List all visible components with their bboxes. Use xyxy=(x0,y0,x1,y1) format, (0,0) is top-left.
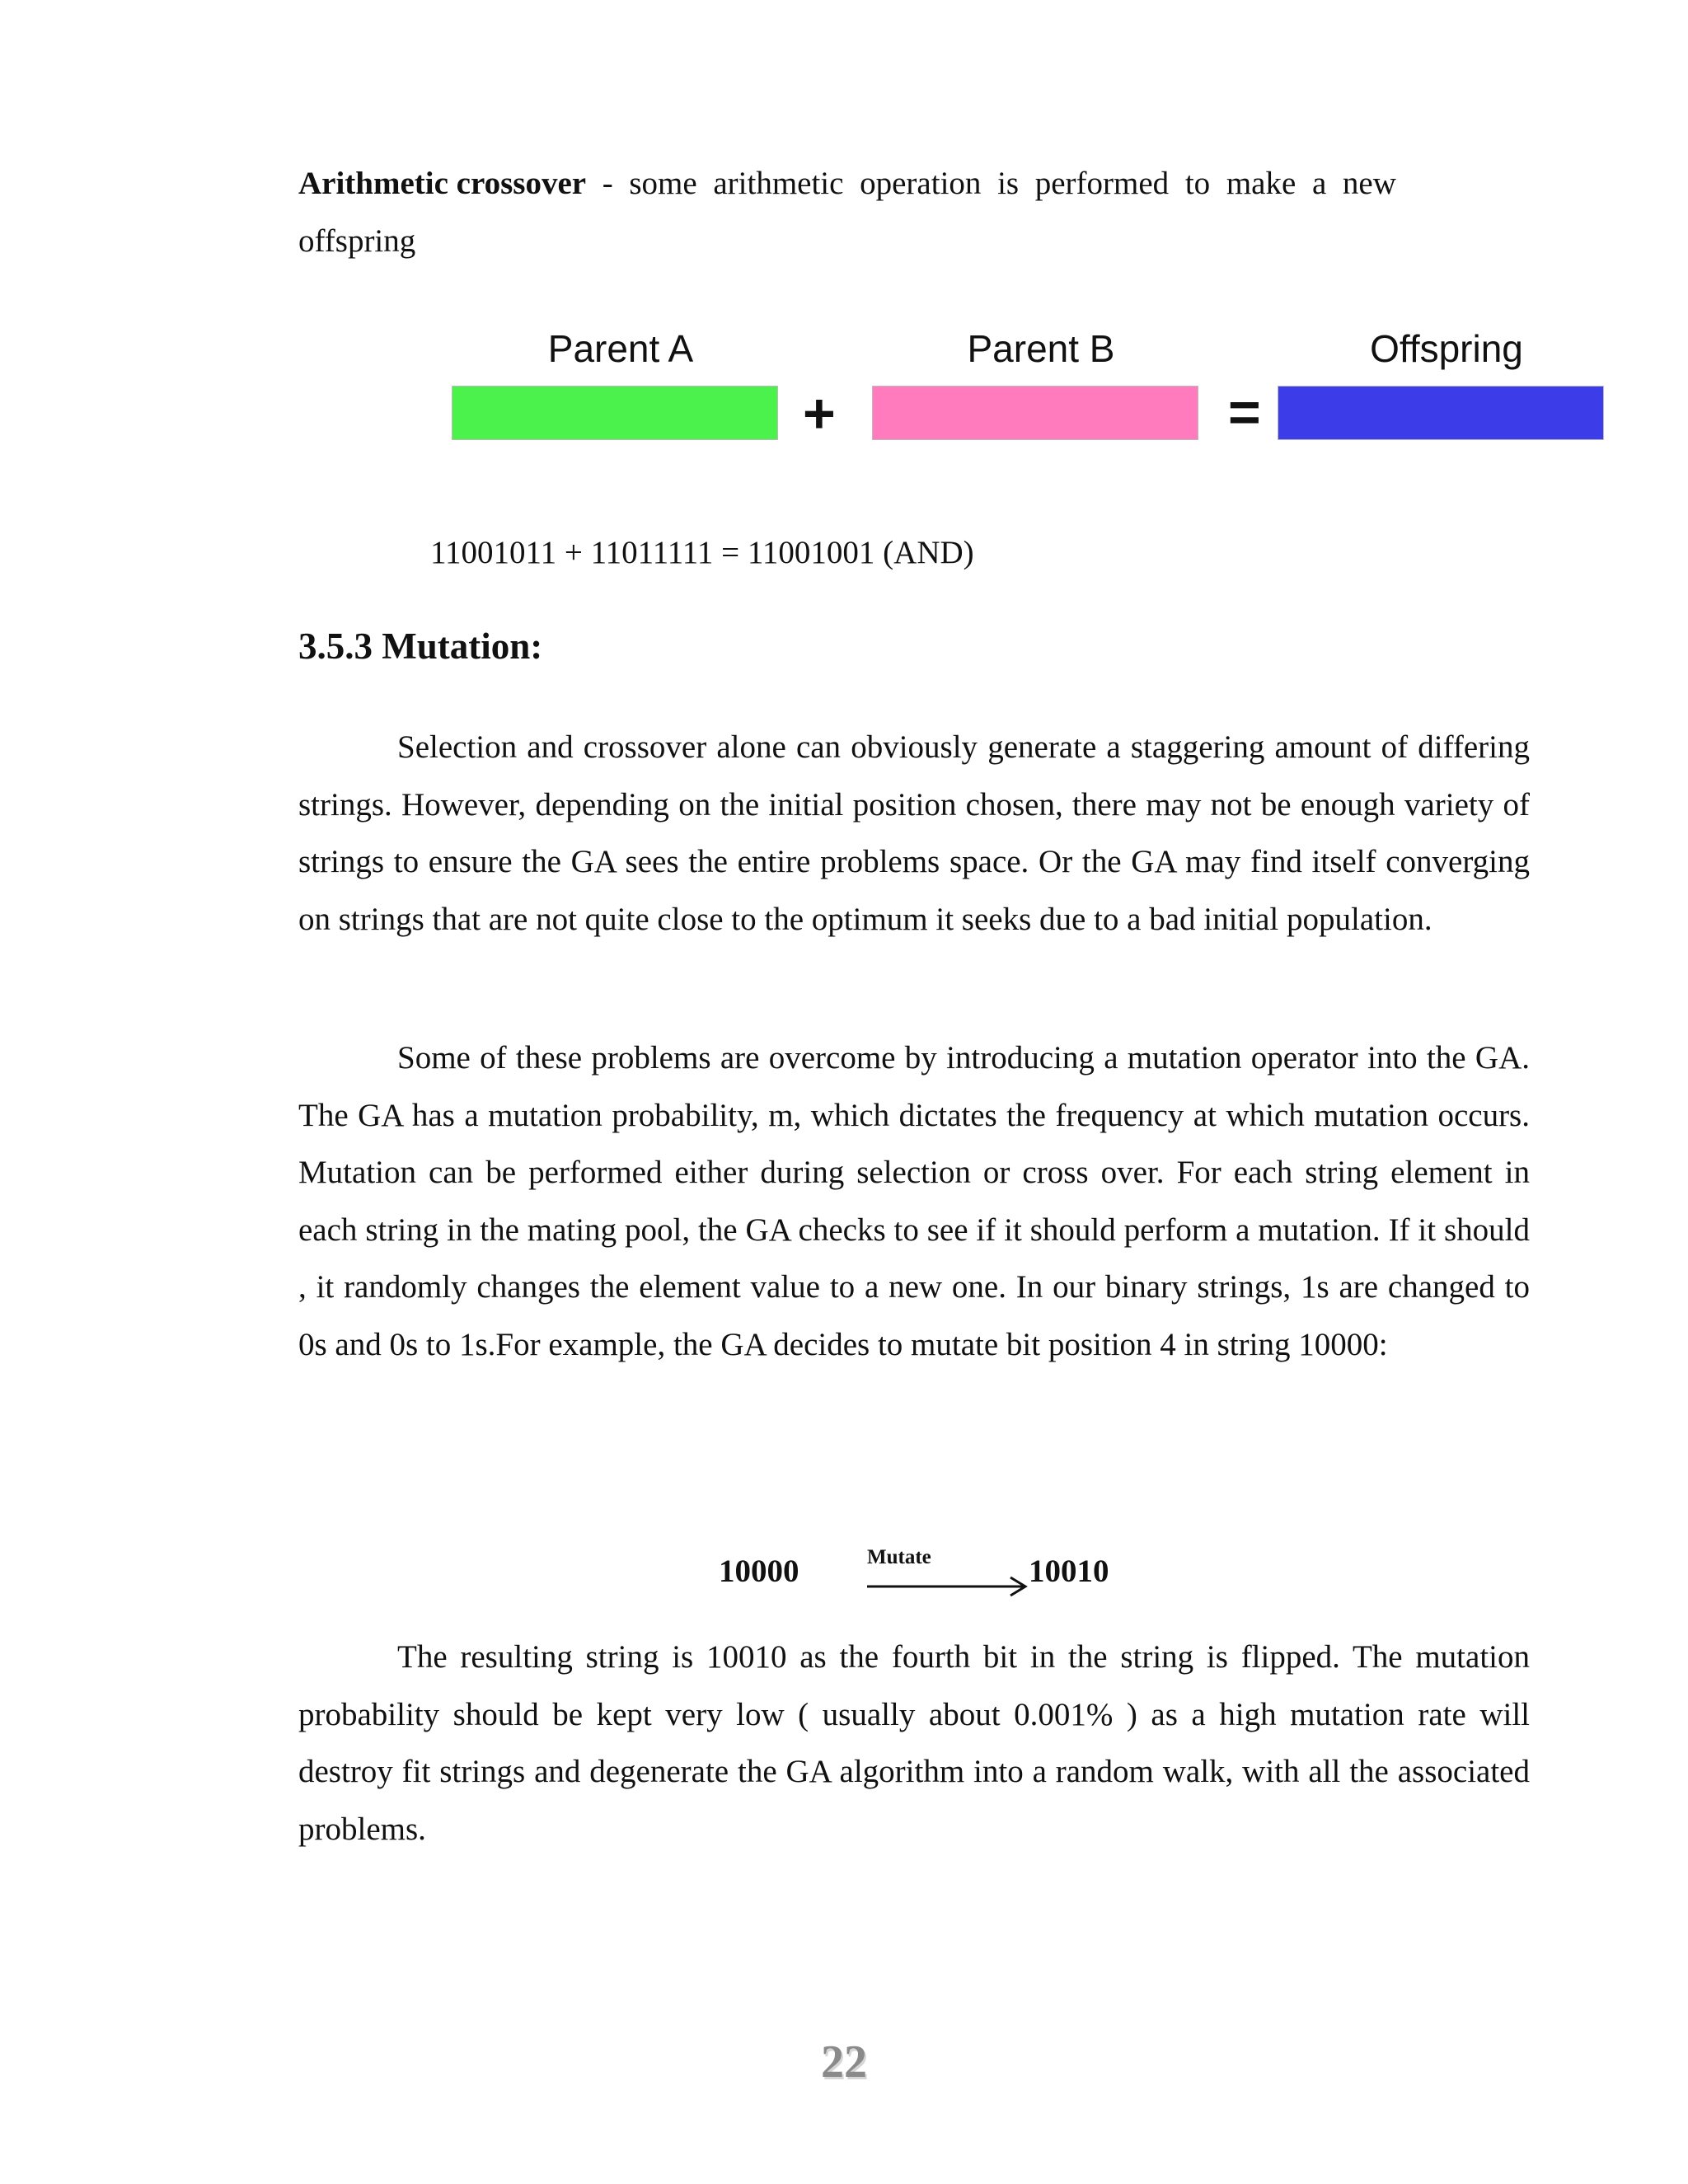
mutation-arrow-label: Mutate xyxy=(867,1546,931,1568)
paragraph-1 xyxy=(298,719,1530,948)
and-equation: 11001011 + 11011111 = 11001001 (AND) xyxy=(430,535,974,570)
intro-word: some xyxy=(629,166,697,201)
offspring-bar xyxy=(1278,386,1604,440)
parent-b-bar xyxy=(872,386,1198,440)
offspring-label: Offspring xyxy=(1370,327,1523,370)
intro-word: new xyxy=(1342,166,1396,201)
paragraph-3 xyxy=(298,1629,1530,1858)
plus-sign: + xyxy=(803,382,836,445)
parent-b-label: Parent B xyxy=(967,327,1115,370)
paragraph-1-text: Selection and crossover alone can obviously generate a staggering amount of differing strings. However, depending on the initial position chosen, there may not be enough variety of strings to ensure the GA sees the entire problems space. Or the GA may find itself converging on strings that are not quite close to the optimum it seeks due to a bad initial population. xyxy=(298,729,1530,937)
page-number: 22 xyxy=(821,2036,867,2088)
paragraph-3-text: The resulting string is 10010 as the fourth bit in the string is flipped. The mutation probability should be kept very low ( usually about 0.001% ) as a high mutation rate will destroy fit strings and degenerate the GA algorithm into a random walk, with all the associated problems. xyxy=(298,1639,1530,1847)
intro-word: operation xyxy=(860,166,982,201)
intro-word: performed xyxy=(1034,166,1170,201)
equals-sign: = xyxy=(1228,381,1261,443)
intro-line-2: offspring xyxy=(298,223,416,259)
paragraph-2 xyxy=(298,1029,1530,1373)
intro-word: - xyxy=(602,166,613,201)
intro-word: arithmetic xyxy=(713,166,844,201)
intro-word: make xyxy=(1226,166,1296,201)
intro-word: a xyxy=(1311,166,1327,201)
section-heading: 3.5.3 Mutation: xyxy=(298,626,543,667)
paragraph-2-text: Some of these problems are overcome by introducing a mutation operator into the GA. The GA has a mutation probability, m, which dictates the frequency at which mutation occurs. Mutation can be performed either during selection or cross over. For each string element in each string in the mating pool, the GA checks to see if it should perform a mutation. If it should , it randomly changes the element value to a new one. In our binary strings, 1s are changed to 0s and 0s to 1s.For example, the GA decides to mutate bit position 4 in string 10000: xyxy=(298,1040,1530,1362)
mutation-result-string: 10010 xyxy=(1029,1554,1109,1589)
mutation-source-string: 10000 xyxy=(719,1554,799,1589)
parent-a-label: Parent A xyxy=(547,327,694,370)
intro-word: to xyxy=(1184,166,1211,201)
intro-line-1 xyxy=(298,155,1396,213)
mutation-example xyxy=(0,1525,1688,1624)
mutation-arrow-icon xyxy=(865,1574,1030,1599)
intro-word: is xyxy=(997,166,1020,201)
intro-paragraph xyxy=(298,155,1403,270)
parent-a-bar xyxy=(452,386,778,440)
arithmetic-crossover-term: Arithmetic crossover xyxy=(298,166,587,201)
crossover-diagram xyxy=(0,313,1688,462)
